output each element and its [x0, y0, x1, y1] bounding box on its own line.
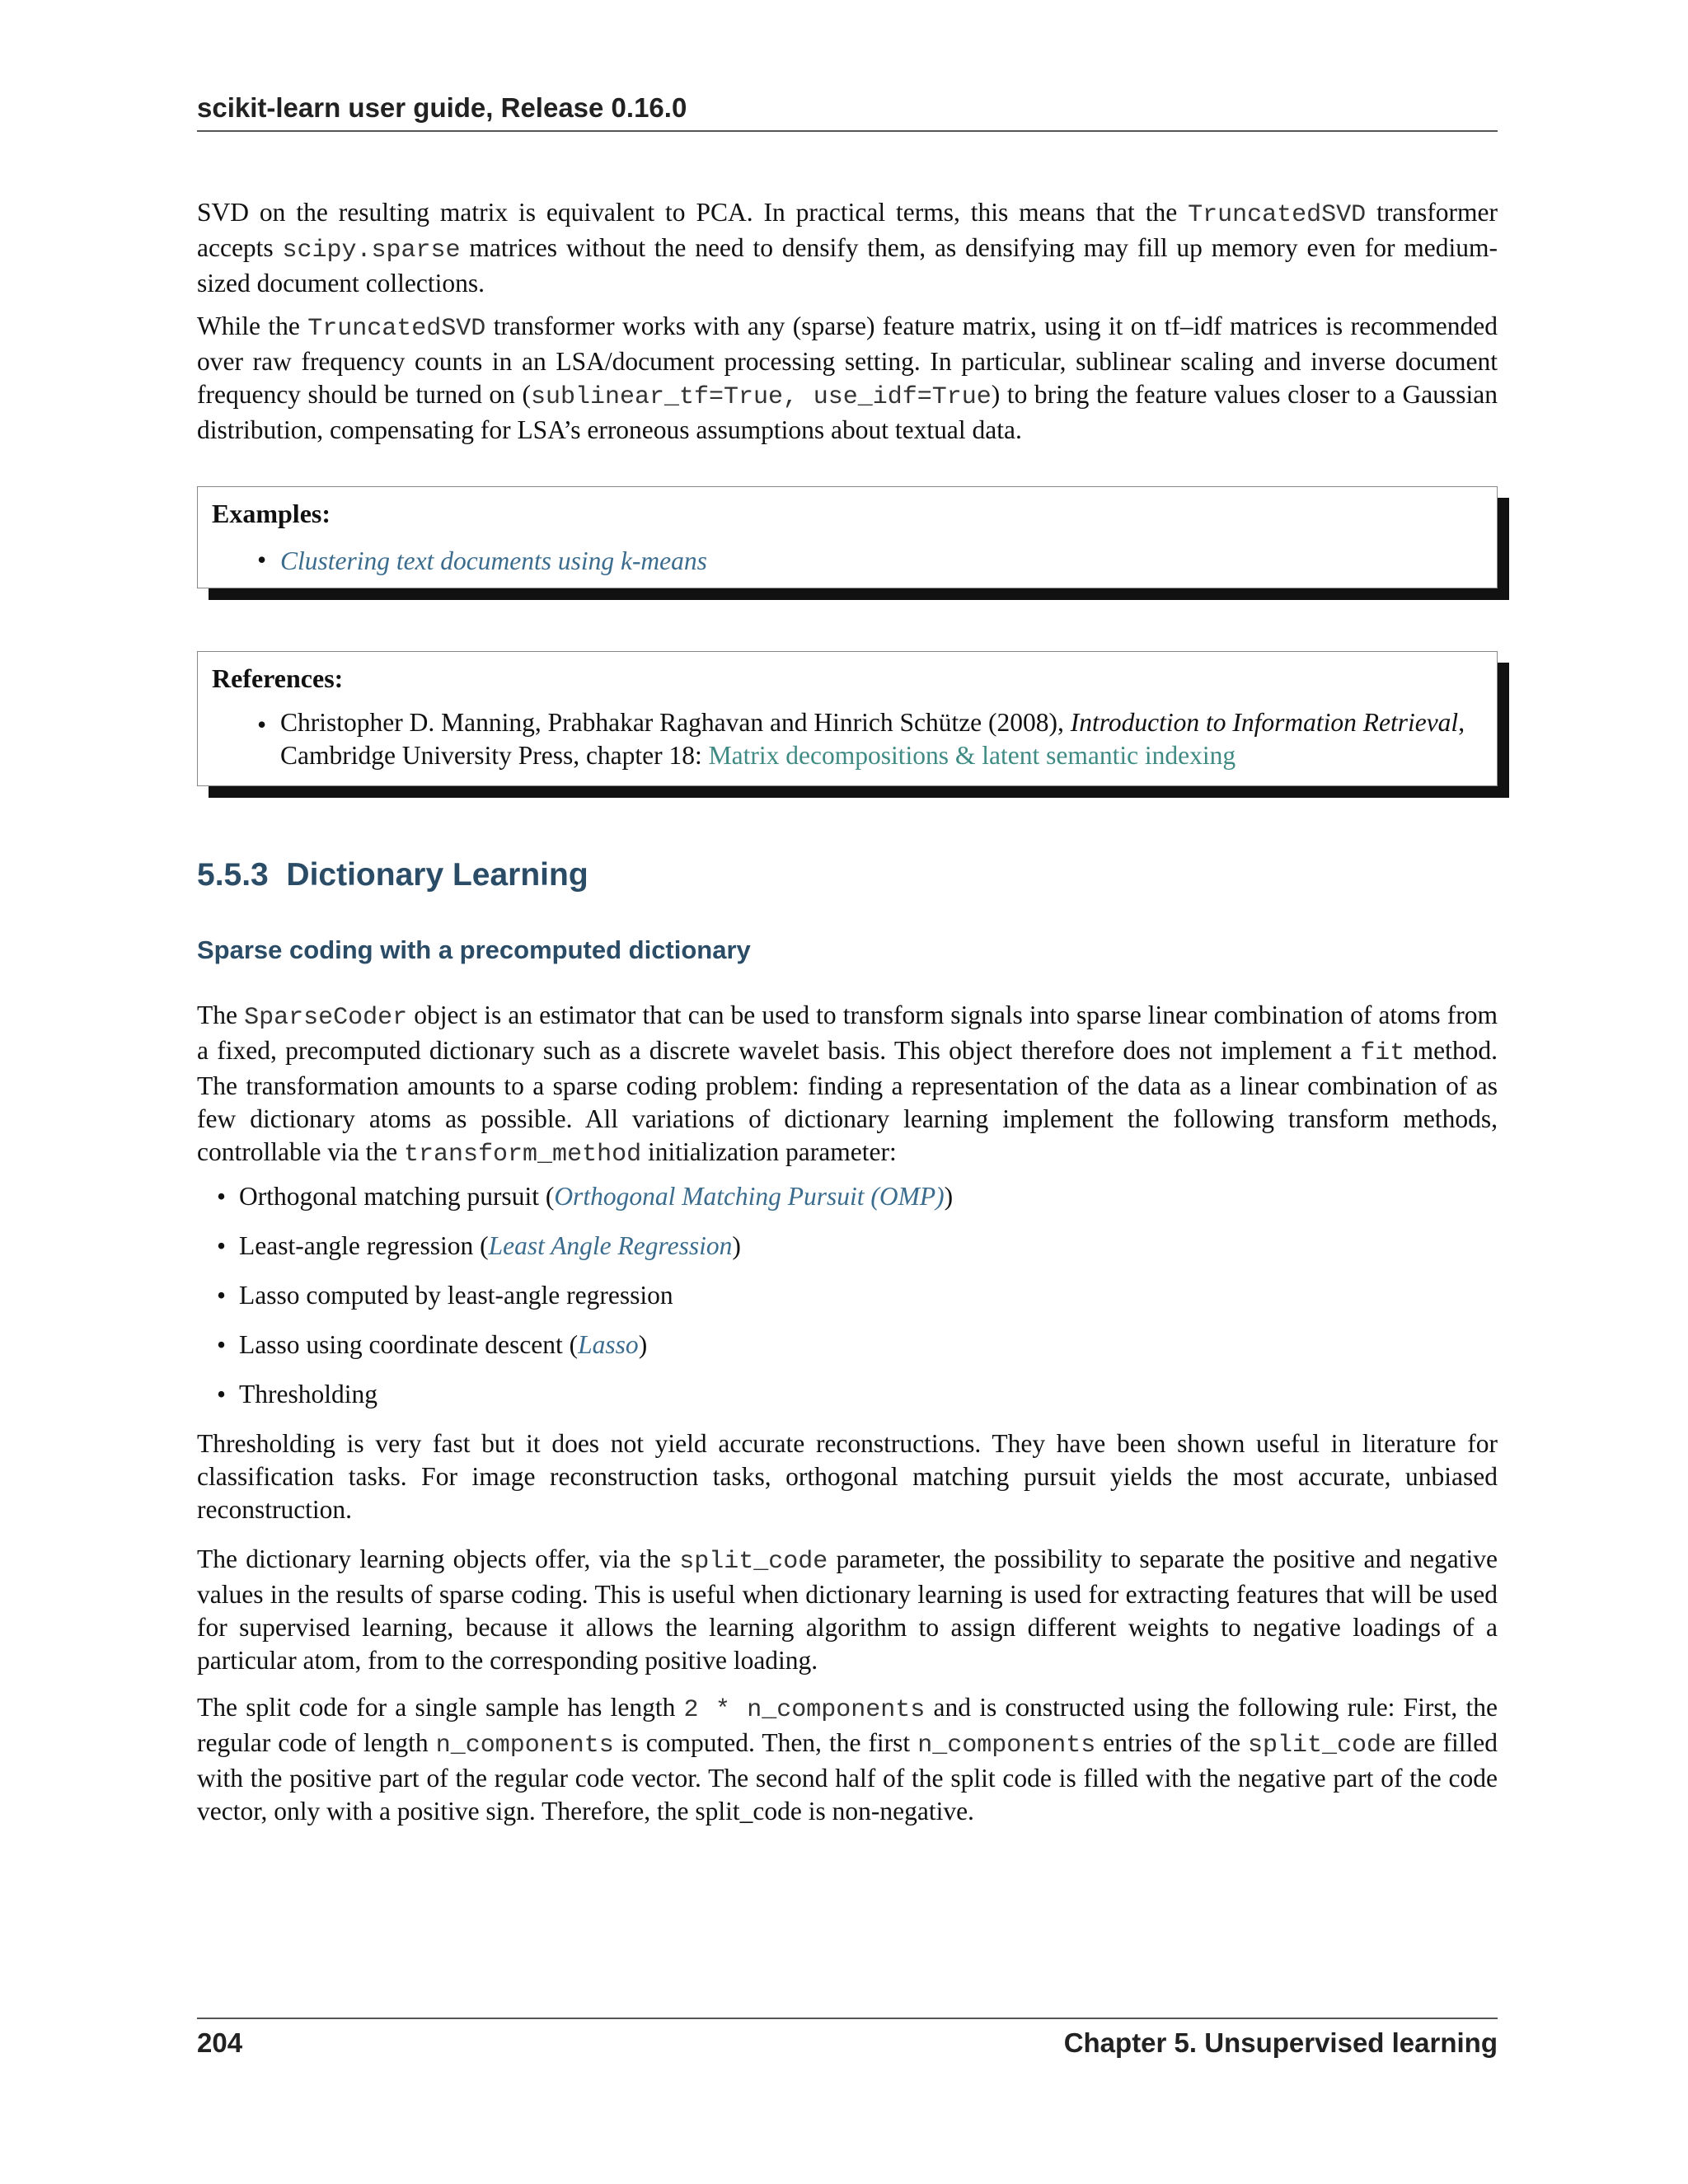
code-scipy-sparse: scipy.sparse: [282, 237, 461, 265]
list-item: • Orthogonal matching pursuit (Orthogonal Matching Pursuit (OMP)): [239, 1180, 1475, 1213]
bullet: •: [217, 1330, 227, 1359]
reference-link-lsi[interactable]: Matrix decompositions & latent semantic indexing: [708, 741, 1236, 770]
paragraph-tfidf-recommendation: While the TruncatedSVD transformer works with any (sparse) feature matrix, using it on tf–idf matrices is recommended over raw frequency counts in an LSA/document processing setting. In particular, sublinear scaling and inverse document frequency should be turned on (sublinear_tf=True, use_idf=True) to bring the feature values closer to a Gaussian distribution, compensating for LSA’s erroneous assumptions about textual data.: [197, 312, 1498, 444]
bullet: •: [257, 545, 267, 574]
link-omp[interactable]: Orthogonal Matching Pursuit (OMP): [554, 1182, 945, 1211]
running-footer: [197, 2018, 1498, 2057]
bullet: •: [257, 710, 267, 739]
code-split-code: split_code: [679, 1548, 828, 1576]
references-title: References:: [212, 663, 344, 693]
header-title: scikit-learn user guide, Release 0.16.0: [197, 92, 687, 123]
code-sublinear-params: sublinear_tf=True, use_idf=True: [531, 383, 992, 411]
link-least-angle-regression[interactable]: Least Angle Regression: [488, 1231, 733, 1260]
bullet: •: [217, 1281, 227, 1310]
code-n-components: n_components: [435, 1732, 614, 1760]
link-lasso[interactable]: Lasso: [578, 1330, 639, 1359]
paragraph-split-code: The dictionary learning objects offer, via the split_code parameter, the possibility to separate the positive and negative values in the results of sparse coding. This is useful when dictionary learning is used for extracting features that will be used for supervised learning, because it allows the learning algorithm to assign different weights to negative loadings of a particular atom, from to the corresponding positive loading.: [197, 1544, 1498, 1675]
section-number: 5.5.3: [197, 857, 269, 893]
bullet: •: [217, 1182, 227, 1211]
code-split-code: split_code: [1248, 1732, 1397, 1760]
code-transform-method: transform_method: [404, 1141, 642, 1169]
paragraph-thresholding: Thresholding is very fast but it does not yield accurate reconstructions. They have been shown useful in literature for classification tasks. For image reconstruction tasks, orthogonal matching pursuit yields the most accurate, unbiased reconstruction.: [197, 1429, 1498, 1524]
code-truncatedsvd: TruncatedSVD: [307, 315, 486, 343]
code-sparsecoder: SparseCoder: [244, 1004, 408, 1032]
paragraph-split-code-rule: The split code for a single sample has length 2 * n_components and is constructed using the following rule: First, the regular code of length n_components is computed. Then, the first n_components entries of the split_code are filled with the positive part of the regular code vector. The second half of the split code is filled with the negative part of the code vector, only with a positive sign. Therefore, the split_code is non-negative.: [197, 1693, 1498, 1825]
footer-chapter: Chapter 5. Unsupervised learning: [1063, 2027, 1498, 2058]
code-fit: fit: [1360, 1039, 1405, 1067]
examples-title: Examples:: [212, 499, 331, 528]
code-2-n-components: 2 * n_components: [683, 1696, 926, 1724]
running-header: [197, 92, 1498, 132]
code-truncatedsvd: TruncatedSVD: [1188, 201, 1367, 229]
section-title: Dictionary Learning: [286, 857, 588, 893]
page-number: 204: [197, 2027, 243, 2058]
examples-box: [197, 486, 1498, 588]
bullet: •: [217, 1380, 227, 1408]
list-item: • Least-angle regression (Least Angle Regression): [239, 1230, 1475, 1263]
reference-item: Christopher D. Manning, Prabhakar Raghavan and Hinrich Schütze (2008), Introduction to Information Retrieval, Cambridge University Press, chapter 18: Matrix decompositions & latent semantic indexing: [280, 708, 1465, 770]
example-link-kmeans[interactable]: Clustering text documents using k-means: [280, 546, 707, 575]
list-item: • Lasso using coordinate descent (Lasso): [239, 1329, 1475, 1361]
list-item: • Thresholding: [239, 1378, 1475, 1411]
code-n-components: n_components: [917, 1732, 1096, 1760]
paragraph-truncated-svd-pca: SVD on the resulting matrix is equivalent to PCA. In practical terms, this means that the TruncatedSVD transformer accepts scipy.sparse matrices without the need to densify them, as densifying may fill up memory even for medium-sized document collections.: [197, 198, 1498, 298]
reference-book-title: Introduction to Information Retrieval: [1070, 708, 1459, 737]
section-heading: [197, 857, 588, 893]
subsection-heading: Sparse coding with a precomputed dictionary: [197, 935, 751, 964]
bullet: •: [217, 1231, 227, 1260]
paragraph-sparsecoder: The SparseCoder object is an estimator that can be used to transform signals into sparse linear combination of atoms from a fixed, precomputed dictionary such as a discrete wavelet basis. This object therefore does not implement a fit method. The transformation amounts to a sparse coding problem: finding a representation of the data as a linear combination of as few dictionary atoms as possible. All variations of dictionary learning implement the following transform methods, controllable via the transform_method initialization parameter:: [197, 1001, 1498, 1169]
list-item: • Lasso computed by least-angle regression: [239, 1279, 1475, 1312]
references-box: [197, 651, 1498, 786]
